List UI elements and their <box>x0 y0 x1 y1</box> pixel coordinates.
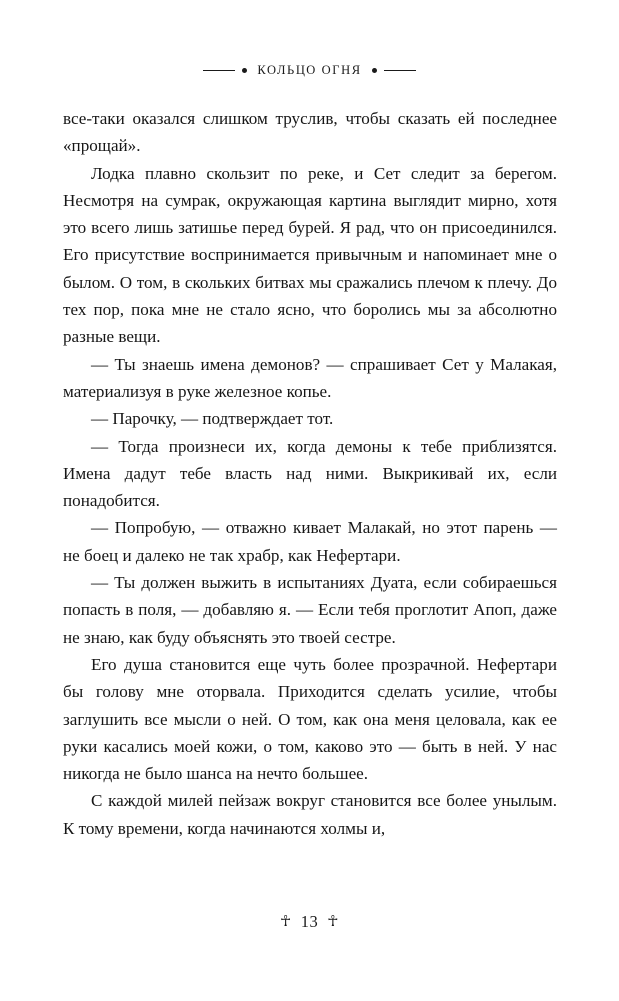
paragraph: — Тогда произнеси их, когда демоны к тебе приблизятся. Имена дадут тебе власть над ними. Выкрикивай их, если понадобится. <box>63 436 557 511</box>
paragraph: — Ты знаешь имена демонов? — спрашивает Сет у Малакая, материализуя в руке железное копье. <box>63 354 557 401</box>
page-body <box>63 105 557 842</box>
running-head-title: КОЛЬЦО ОГНЯ <box>257 62 362 77</box>
ankh-left-icon: ☥ <box>280 913 292 930</box>
paragraph: — Парочку, — подтверждает тот. <box>91 409 334 429</box>
paragraph: С каждой милей пейзаж вокруг становится все более унылым. К тому времени, когда начинаются холмы и, <box>63 791 557 838</box>
ornament-left-icon <box>203 67 247 74</box>
ornament-right-icon <box>372 67 416 74</box>
paragraph: — Ты должен выжить в испытаниях Дуата, если собираешься попасть в поля, — добавляю я. — Если тебя проглотит Апоп, даже не знаю, как буду объяснять это твоей сестре. <box>63 573 557 647</box>
paragraph: Его душа становится еще чуть более прозрачной. Нефертари бы голову мне оторвала. Приходится сделать усилие, чтобы заглушить все мысли о ней. О том, как она меня целовала, как ее руки касались моей кожи, о том, каково это — быть в ней. У нас никогда не было шанса на нечто большее. <box>63 654 557 784</box>
ankh-right-icon: ☥ <box>327 913 339 930</box>
paragraph: — Попробую, — отважно кивает Малакай, но этот парень — не боец и далеко не так храбр, как Нефертари. <box>63 518 557 565</box>
page-footer <box>0 912 619 932</box>
running-head <box>0 62 619 78</box>
paragraph: Лодка плавно скользит по реке, и Сет следит за берегом. Несмотря на сумрак, окружающая картина выглядит мирно, хотя это всего лишь затишье перед бурей. Я рад, что он присоединился. Его присутствие воспринимается привычным и напоминает мне о былом. О том, в скольких битвах мы сражались плечом к плечу. До тех пор, пока мне не стало ясно, что боролись мы за абсолютно разные вещи. <box>63 163 557 347</box>
page-number: 13 <box>300 912 319 931</box>
paragraph: все-таки оказался слишком труслив, чтобы сказать ей последнее «прощай». <box>63 109 557 156</box>
